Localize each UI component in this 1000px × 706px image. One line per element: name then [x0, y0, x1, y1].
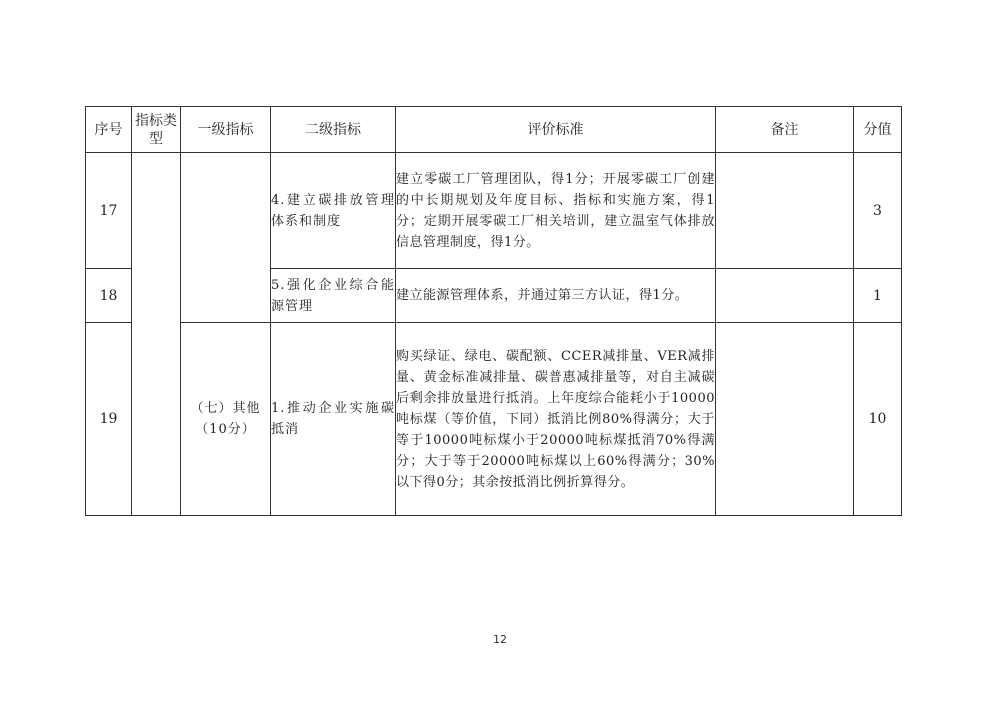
- remarks-cell: [716, 323, 854, 516]
- header-indicator-type: 指标类型: [132, 107, 181, 153]
- criteria-text: 建立能源管理体系，并通过第三方认证，得1分。: [396, 269, 716, 323]
- header-level1-indicator: 一级指标: [181, 107, 271, 153]
- header-remarks: 备注: [716, 107, 854, 153]
- remarks-cell: [716, 269, 854, 323]
- header-criteria: 评价标准: [396, 107, 716, 153]
- criteria-text: 购买绿证、绿电、碳配额、CCER减排量、VER减排量、黄金标准减排量、碳普惠减排量等，对自主减碳后剩余排放量进行抵消。上年度综合能耗小于10000吨标煤（等价值，下同）抵消比例80%得满分；大于等于10000吨标煤小于20000吨标煤抵消70%得满分；大于等于20000吨标煤以上60%得满分；30%以下得0分；其余按抵消比例折算得分。: [396, 323, 716, 516]
- table-row: [86, 323, 902, 516]
- score-value: 10: [854, 323, 902, 516]
- header-level2-indicator: 二级指标: [271, 107, 396, 153]
- table-row: [86, 153, 902, 269]
- page-number: 12: [493, 633, 507, 646]
- score-value: 1: [854, 269, 902, 323]
- level2-indicator: 5.强化企业综合能源管理: [271, 269, 396, 323]
- scoring-table: [85, 106, 902, 516]
- row-seq: 18: [86, 269, 132, 323]
- level1-indicator: （七）其他（10分）: [181, 323, 271, 516]
- header-score: 分值: [854, 107, 902, 153]
- header-seq: 序号: [86, 107, 132, 153]
- score-value: 3: [854, 153, 902, 269]
- level2-indicator: 4.建立碳排放管理体系和制度: [271, 153, 396, 269]
- level1-cell-empty: [181, 153, 271, 323]
- level2-indicator: 1.推动企业实施碳抵消: [271, 323, 396, 516]
- table-header-row: [86, 107, 902, 153]
- row-seq: 17: [86, 153, 132, 269]
- remarks-cell: [716, 153, 854, 269]
- indicator-type-cell: [132, 153, 181, 516]
- row-seq: 19: [86, 323, 132, 516]
- criteria-text: 建立零碳工厂管理团队，得1分；开展零碳工厂创建的中长期规划及年度目标、指标和实施方案，得1分；定期开展零碳工厂相关培训，建立温室气体排放信息管理制度，得1分。: [396, 153, 716, 269]
